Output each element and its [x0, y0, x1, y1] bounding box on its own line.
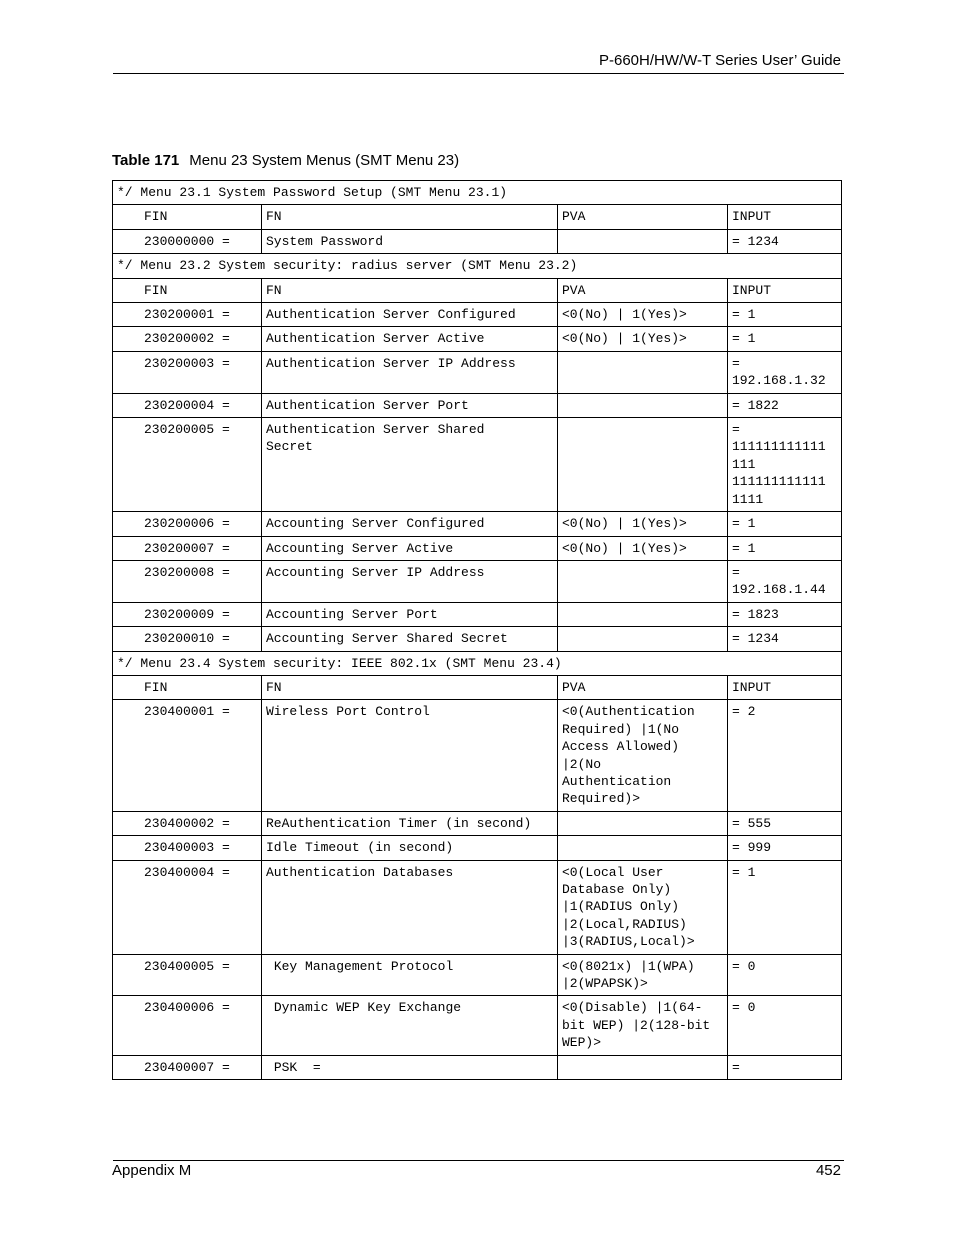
- cell-fn: Dynamic WEP Key Exchange: [262, 996, 558, 1055]
- section-title: */ Menu 23.2 System security: radius server (SMT Menu 23.2): [113, 254, 842, 278]
- cell-pva: [558, 627, 728, 651]
- section-title: */ Menu 23.1 System Password Setup (SMT Menu 23.1): [113, 181, 842, 205]
- cell-fn: ReAuthentication Timer (in second): [262, 811, 558, 835]
- table-row: [113, 811, 842, 835]
- cell-fn: Wireless Port Control: [262, 700, 558, 811]
- cell-fin: 230200001 =: [113, 303, 262, 327]
- table-row: [113, 996, 842, 1055]
- section-title-row: [113, 651, 842, 675]
- cell-fn: System Password: [262, 229, 558, 253]
- column-header-input: INPUT: [728, 278, 842, 302]
- cell-fin: 230200006 =: [113, 512, 262, 536]
- cell-input: = 1234: [728, 627, 842, 651]
- cell-input: = 1: [728, 860, 842, 954]
- section-title-row: [113, 254, 842, 278]
- cell-fn: Idle Timeout (in second): [262, 836, 558, 860]
- cell-input: = 111111111111 111 111111111111 1111: [728, 418, 842, 512]
- cell-pva: [558, 351, 728, 393]
- cell-fin: 230200008 =: [113, 560, 262, 602]
- cell-fn: Authentication Server Configured: [262, 303, 558, 327]
- column-header-fn: FN: [262, 675, 558, 699]
- cell-pva: <0(No) | 1(Yes)>: [558, 512, 728, 536]
- table-row: [113, 954, 842, 996]
- cell-fin: 230200007 =: [113, 536, 262, 560]
- column-header-row: [113, 675, 842, 699]
- table-row: [113, 351, 842, 393]
- table-row: [113, 860, 842, 954]
- column-header-pva: PVA: [558, 675, 728, 699]
- header-divider: [113, 73, 844, 74]
- cell-pva: [558, 836, 728, 860]
- table-row: [113, 512, 842, 536]
- column-header-row: [113, 205, 842, 229]
- cell-fin: 230200004 =: [113, 393, 262, 417]
- smt-table-body: [113, 181, 842, 1080]
- cell-fn: Accounting Server Active: [262, 536, 558, 560]
- cell-fn: Authentication Server Port: [262, 393, 558, 417]
- table-row: [113, 627, 842, 651]
- cell-pva: <0(No) | 1(Yes)>: [558, 327, 728, 351]
- cell-fin: 230400005 =: [113, 954, 262, 996]
- column-header-fin: FIN: [113, 675, 262, 699]
- cell-fn: Authentication Server Active: [262, 327, 558, 351]
- cell-pva: [558, 811, 728, 835]
- cell-fin: 230400006 =: [113, 996, 262, 1055]
- cell-fn: Accounting Server Configured: [262, 512, 558, 536]
- cell-input: = 1: [728, 303, 842, 327]
- cell-fn: Authentication Server IP Address: [262, 351, 558, 393]
- footer-page-number: 452: [815, 1162, 841, 1179]
- column-header-pva: PVA: [558, 278, 728, 302]
- cell-pva: <0(Disable) |1(64- bit WEP) |2(128-bit WEP)>: [558, 996, 728, 1055]
- cell-pva: <0(Local User Database Only) |1(RADIUS Only) |2(Local,RADIUS) |3(RADIUS,Local)>: [558, 860, 728, 954]
- cell-fn: Authentication Server Shared Secret: [262, 418, 558, 512]
- cell-fn: Accounting Server Port: [262, 602, 558, 626]
- column-header-row: [113, 278, 842, 302]
- cell-fin: 230200009 =: [113, 602, 262, 626]
- section-title: */ Menu 23.4 System security: IEEE 802.1x (SMT Menu 23.4): [113, 651, 842, 675]
- column-header-input: INPUT: [728, 675, 842, 699]
- cell-input: = 1822: [728, 393, 842, 417]
- cell-pva: [558, 393, 728, 417]
- cell-input: = 1: [728, 512, 842, 536]
- table-row: [113, 393, 842, 417]
- cell-input: = 0: [728, 996, 842, 1055]
- cell-pva: <0(Authentication Required) |1(No Access Allowed) |2(No Authentication Required)>: [558, 700, 728, 811]
- table-row: [113, 836, 842, 860]
- cell-input: = 0: [728, 954, 842, 996]
- cell-fin: 230200005 =: [113, 418, 262, 512]
- cell-input: = 1823: [728, 602, 842, 626]
- smt-menu-table: [112, 180, 842, 1080]
- cell-fn: Accounting Server IP Address: [262, 560, 558, 602]
- cell-fin: 230200002 =: [113, 327, 262, 351]
- cell-pva: <0(No) | 1(Yes)>: [558, 303, 728, 327]
- cell-pva: [558, 229, 728, 253]
- cell-fin: 230200003 =: [113, 351, 262, 393]
- cell-fn: PSK =: [262, 1055, 558, 1079]
- cell-pva: [558, 602, 728, 626]
- cell-fin: 230000000 =: [113, 229, 262, 253]
- column-header-fn: FN: [262, 205, 558, 229]
- cell-input: = 192.168.1.44: [728, 560, 842, 602]
- cell-input: = 1234: [728, 229, 842, 253]
- cell-input: = 555: [728, 811, 842, 835]
- cell-fin: 230200010 =: [113, 627, 262, 651]
- cell-input: = 999: [728, 836, 842, 860]
- cell-pva: [558, 560, 728, 602]
- column-header-fin: FIN: [113, 278, 262, 302]
- cell-pva: <0(8021x) |1(WPA) |2(WPAPSK)>: [558, 954, 728, 996]
- table-row: [113, 560, 842, 602]
- table-caption: [112, 152, 459, 169]
- cell-fin: 230400002 =: [113, 811, 262, 835]
- cell-pva: <0(No) | 1(Yes)>: [558, 536, 728, 560]
- table-row: [113, 303, 842, 327]
- column-header-fn: FN: [262, 278, 558, 302]
- table-caption-text: Menu 23 System Menus (SMT Menu 23): [189, 152, 460, 169]
- cell-fin: 230400001 =: [113, 700, 262, 811]
- cell-fn: Key Management Protocol: [262, 954, 558, 996]
- footer-divider: [113, 1160, 844, 1161]
- cell-fn: Authentication Databases: [262, 860, 558, 954]
- section-title-row: [113, 181, 842, 205]
- table-row: [113, 327, 842, 351]
- cell-fn: Accounting Server Shared Secret: [262, 627, 558, 651]
- table-caption-label: Table 171: [112, 152, 180, 169]
- page-header-title: P-660H/HW/W-T Series User’ Guide: [598, 52, 841, 69]
- cell-fin: 230400004 =: [113, 860, 262, 954]
- cell-pva: [558, 418, 728, 512]
- cell-pva: [558, 1055, 728, 1079]
- table-row: [113, 229, 842, 253]
- column-header-fin: FIN: [113, 205, 262, 229]
- cell-input: = 1: [728, 536, 842, 560]
- cell-fin: 230400003 =: [113, 836, 262, 860]
- table-row: [113, 536, 842, 560]
- table-row: [113, 418, 842, 512]
- footer-section-label: Appendix M: [112, 1162, 192, 1179]
- table-row: [113, 602, 842, 626]
- table-row: [113, 700, 842, 811]
- cell-input: = 2: [728, 700, 842, 811]
- column-header-pva: PVA: [558, 205, 728, 229]
- cell-input: = 192.168.1.32: [728, 351, 842, 393]
- cell-input: = 1: [728, 327, 842, 351]
- cell-fin: 230400007 =: [113, 1055, 262, 1079]
- cell-input: =: [728, 1055, 842, 1079]
- column-header-input: INPUT: [728, 205, 842, 229]
- table-row: [113, 1055, 842, 1079]
